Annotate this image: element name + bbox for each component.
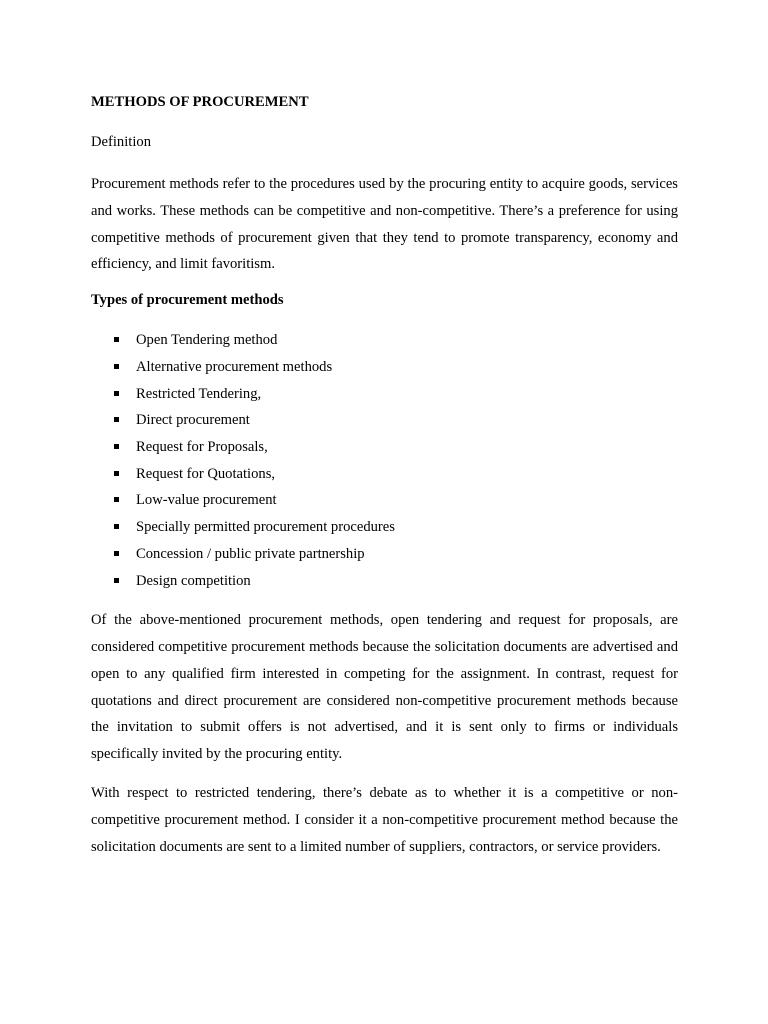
list-item <box>91 327 678 354</box>
list-item-label: Concession / public private partnership <box>136 545 365 562</box>
list-item <box>91 434 678 461</box>
square-bullet-icon <box>114 578 119 583</box>
square-bullet-icon <box>114 444 119 449</box>
list-item-label: Design competition <box>136 572 251 589</box>
square-bullet-icon <box>114 524 119 529</box>
list-item-label: Restricted Tendering, <box>136 385 262 402</box>
list-item-label: Low-value procurement <box>136 492 277 509</box>
square-bullet-icon <box>114 337 119 342</box>
square-bullet-icon <box>114 497 119 502</box>
list-item-label: Specially permitted procurement procedures <box>136 519 395 536</box>
square-bullet-icon <box>114 364 119 369</box>
list-item-label: Alternative procurement methods <box>136 358 333 375</box>
list-item <box>91 381 678 408</box>
list-item-label: Request for Quotations, <box>136 465 276 482</box>
square-bullet-icon <box>114 551 119 556</box>
list-item <box>91 541 678 568</box>
document-title: METHODS OF PROCUREMENT <box>91 94 309 110</box>
square-bullet-icon <box>114 391 119 396</box>
list-item-label: Open Tendering method <box>136 332 278 349</box>
list-item <box>91 461 678 488</box>
types-heading: Types of procurement methods <box>91 292 284 309</box>
definition-heading: Definition <box>91 134 151 150</box>
list-item-label: Direct procurement <box>136 412 250 429</box>
competitive-methods-paragraph: Of the above-mentioned procurement methods, open tendering and request for proposals, are considered competitive procurement methods because the solicitation documents are advertised and open to any qualified firm interested in competing for the assignment. In contrast, request for quotations and direct procurement are considered non-competitive procurement methods because the invitation to submit offers is not advertised, and it is sent only to firms or individuals specifically invited by the procuring entity. <box>91 612 678 763</box>
methods-list <box>91 327 678 594</box>
list-item <box>91 354 678 381</box>
list-item <box>91 487 678 514</box>
square-bullet-icon <box>114 417 119 422</box>
list-item <box>91 568 678 595</box>
list-item-label: Request for Proposals, <box>136 439 268 455</box>
square-bullet-icon <box>114 471 119 476</box>
definition-paragraph: Procurement methods refer to the procedures used by the procuring entity to acquire goods, services and works. These methods can be competitive and non-competitive. There’s a preference for using competitive methods of procurement given that they tend to promote transparency, economy and efficiency, and limit favoritism. <box>91 176 678 273</box>
restricted-tendering-paragraph: With respect to restricted tendering, there’s debate as to whether it is a competitive or non-competitive procurement method. I consider it a non-competitive procurement method because the solicitation documents are sent to a limited number of suppliers, contractors, or service providers. <box>91 785 678 855</box>
list-item <box>91 514 678 541</box>
list-item <box>91 407 678 434</box>
